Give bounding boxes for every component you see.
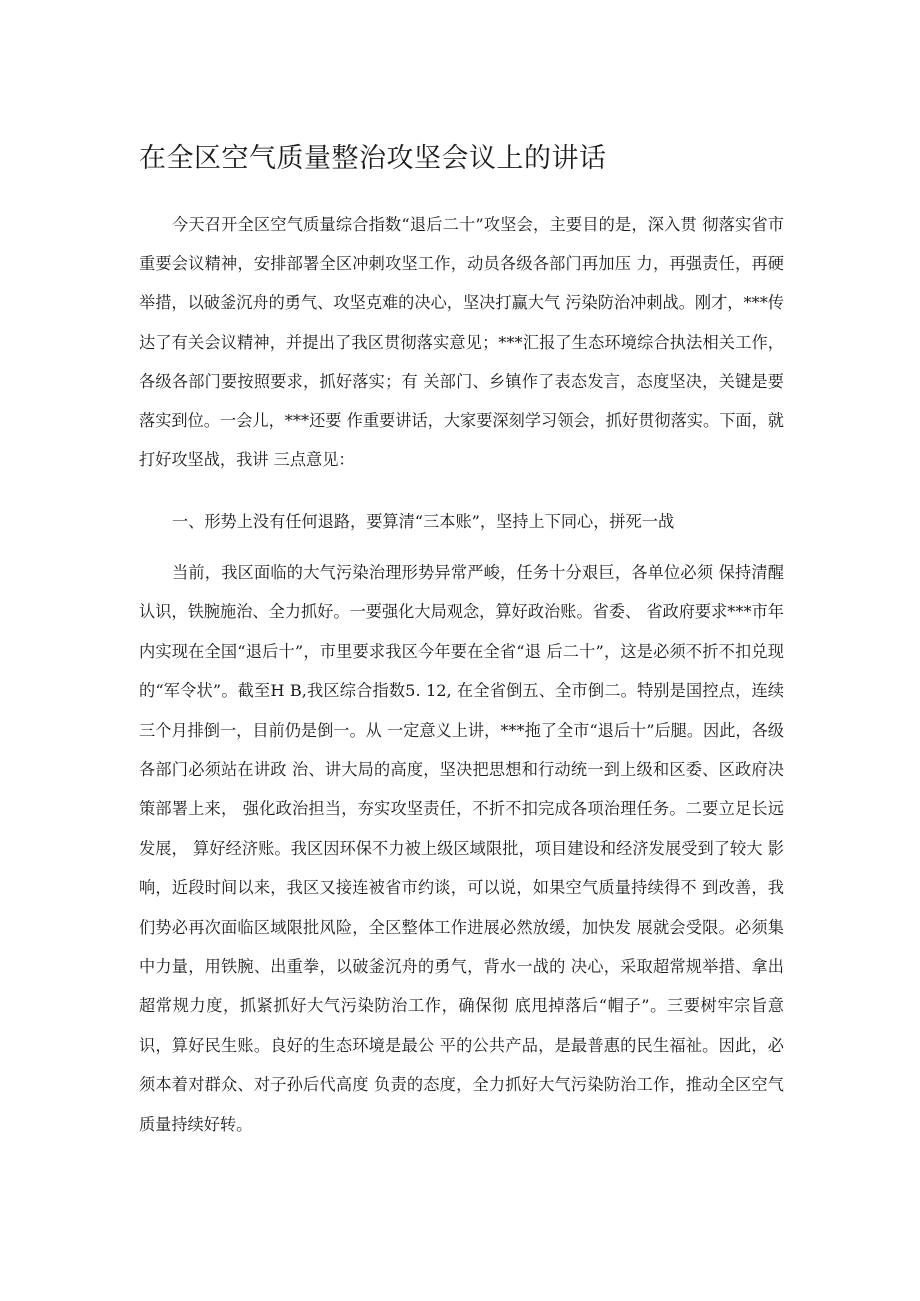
section-paragraph: 当前，我区面临的大气污染治理形势异常严峻，任务十分艰巨，各单位必须 保持清醒认识，铁腕施治、全力抓好。一要强化大局观念，算好政治账。省委、 省政府要求***市年内实现在全国“退后十”，市里要求我区今年要在全省“退 后二十”，这是必须不折不扣兑现的“军令状”。截至H B,我区综合指数5. 12, 在全省倒五、全市倒二。特别是国控点，连续三个月排倒一，目前仍是倒一。从 一定意义上讲，***拖了全市“退后十”后腿。因此，各级各部门必须站在讲政 治、讲大局的高度，坚决把思想和行动统一到上级和区委、区政府决策部署上来， 强化政治担当，夯实攻坚责任，不折不扣完成各项治理任务。二要立足长远发展， 算好经济账。我区因环保不力被上级区域限批，项目建设和经济发展受到了较大 影响，近段时间以来，我区又接连被省市约谈，可以说，如果空气质量持续得不 到改善，我们势必再次面临区域限批风险，全区整体工作进展必然放缓，加快发 展就会受限。必须集中力量，用铁腕、出重拳，以破釜沉舟的勇气，背水一战的 决心，采取超常规举措、拿出超常规力度，抓紧抓好大气污染防治工作，确保彻 底甩掉落后“帽子”。三要树牢宗旨意识，算好民生账。良好的生态环境是最公 平的公共产品，是最普惠的民生福祉。因此，必须本着对群众、对子孙后代高度 负责的态度，全力抓好大气污染防治工作，推动全区空气质量持续好转。 <box>139 563 784 1134</box>
opening-paragraph: 今天召开全区空气质量综合指数“退后二十”攻坚会，主要目的是，深入贯 彻落实省市重要会议精神，安排部署全区冲刺攻坚工作，动员各级各部门再加压 力，再强责任，再硬举措，以破釜沉舟的勇气、攻坚克难的决心，坚决打赢大气 污染防治冲刺战。刚才，***传达了有关会议精神，并提出了我区贯彻落实意见；***汇报了生态环境综合执法相关工作，各级各部门要按照要求，抓好落实；有 关部门、乡镇作了表态发言，态度坚决，关键是要落实到位。一会儿，***还要 作重要讲话，大家要深刻学习领会，抓好贯彻落实。下面，就打好攻坚战，我讲 三点意见： <box>139 215 784 470</box>
section-heading: 一、形势上没有任何退路，要算清“三本账”，坚持上下同心，拼死一战 <box>172 512 675 531</box>
document-title: 在全区空气质量整治攻坚会议上的讲话 <box>139 143 607 174</box>
